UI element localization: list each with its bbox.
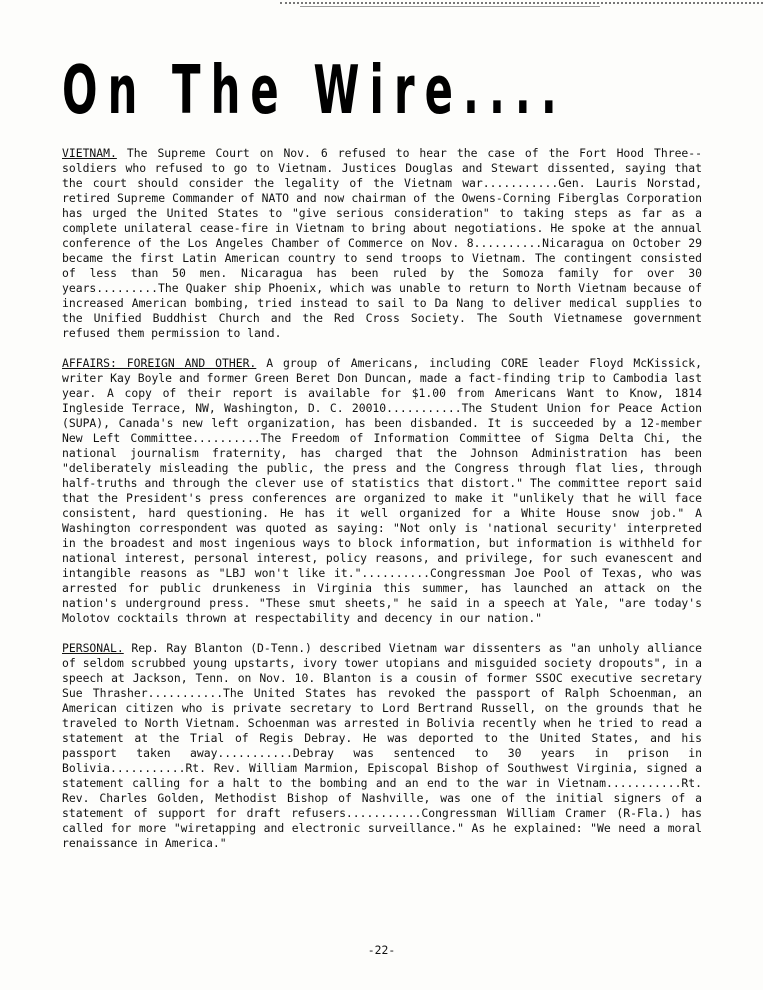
section-text: A group of Americans, including CORE leader Floyd McKissick, writer Kay Boyle and former Green Beret Don Duncan, made a fact-finding trip to Cambodia last year. A copy of their report is available for $1.00 from Americans Want to Know, 1814 Ingleside Terrace, NW, Washington, D. C. 20010...........The Student Union for Peace Action (SUPA), Canada's new left organization, has been disbanded. It is succeeded by a 12-member New Left Committee..........The Freedom of Information Committee of Sigma Delta Chi, the national journalism fraternity, has charged that the Johnson Administration has been "deliberately misleading the public, the press and the Congress through flat lies, through half-truths and through the clever use of statistics that distort." The committee report said that the President's press conferences are organized to make it "unlikely that he will face consistent, hard questioning. He has it well organized for a White House snow job." A Washington correspondent was quoted as saying: "Not only is 'national security' interpreted in the broadest and most ingenious ways to block information, but information is withheld for national interest, personal interest, policy reasons, and privilege, for such evanescent and intangible reasons as "LBJ won't like it."..........Congressman Joe Pool of Texas, who was arrested for public drunkeness in Virginia this summer, has launched an attack on the nation's underground press. "These smut sheets," he said in a speech at Yale, "are today's Molotov cocktails thrown at respectability and decency in our nation." bbox=[62, 356, 702, 625]
section-label: VIETNAM. bbox=[62, 146, 117, 160]
section-text: Rep. Ray Blanton (D-Tenn.) described Vietnam war dissenters as "an unholy alliance of seldom scrubbed young upstarts, ivory tower utopians and misguided society dropouts", in a speech at Jackson, Tenn. on Nov. 10. Blanton is a cousin of former SSOC executive secretary Sue Thrasher...........The United States has revoked the passport of Ralph Schoenman, an American citizen who is private secretary to Lord Bertrand Russell, on the grounds that he traveled to North Vietnam. Schoenman was arrested in Bolivia recently when he tried to read a statement at the Trial of Regis Debray. He was deported to the United States, and his passport taken away...........Debray was sentenced to 30 years in prison in Bolivia...........Rt. Rev. William Marmion, Episcopal Bishop of Southwest Virginia, signed a statement calling for a halt to the bombing and an end to the war in Vietnam...........Rt. Rev. Charles Golden, Methodist Bishop of Nashville, was one of the initial signers of a statement of support for draft refusers...........Congressman William Cramer (R-Fla.) has called for more "wiretapping and electronic surveillance." As he explained: "We need a moral renaissance in America." bbox=[62, 641, 702, 850]
section-personal bbox=[62, 641, 702, 851]
section-label: PERSONAL. bbox=[62, 641, 124, 655]
article-body bbox=[62, 146, 702, 866]
section-vietnam bbox=[62, 146, 702, 341]
top-dotted-rule bbox=[280, 2, 763, 4]
section-text: The Supreme Court on Nov. 6 refused to hear the case of the Fort Hood Three--soldiers who refused to go to Vietnam. Justices Douglas and Stewart dissented, saying that the court should consider the legality of the Vietnam war...........Gen. Lauris Norstad, retired Supreme Commander of NATO and now chairman of the Owens-Corning Fiberglas Corporation has urged the United States to "give serious consideration" to taking steps as far as a complete unilateral cease-fire in Vietnam to bring about negotiations. He spoke at the annual conference of the Los Angeles Chamber of Commerce on Nov. 8..........Nicaragua on October 29 became the first Latin American country to send troops to Vietnam. The contingent consisted of less than 50 men. Nicaragua has been ruled by the Somoza family for over 30 years.........The Quaker ship Phoenix, which was unable to return to North Vietnam because of increased American bombing, tried instead to sail to Da Nang to deliver medical supplies to the Unified Buddhist Church and the Red Cross Society. The South Vietnamese government refused them permission to land. bbox=[62, 146, 702, 340]
top-rule bbox=[300, 6, 600, 7]
section-label: AFFAIRS: FOREIGN AND OTHER. bbox=[62, 356, 257, 370]
section-affairs bbox=[62, 356, 702, 626]
page-number: -22- bbox=[367, 943, 396, 957]
page-headline: On The Wire.... bbox=[62, 50, 567, 130]
